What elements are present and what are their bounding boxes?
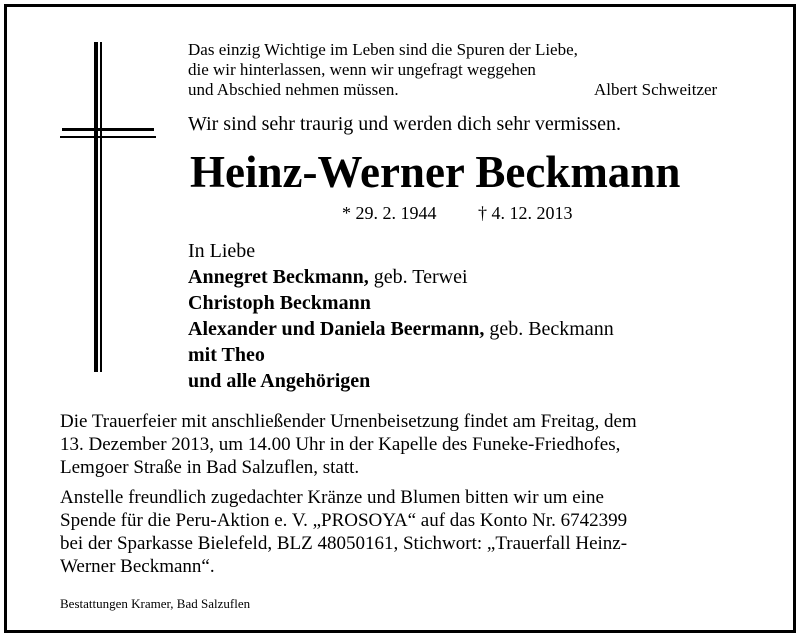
donation-line-3: bei der Sparkasse Bielefeld, BLZ 48050161, Stichwort: „Trauerfall Heinz- — [60, 533, 628, 554]
quote-line-2: die wir hinterlassen, wenn wir ungefragt weggehen — [188, 60, 536, 79]
mourner-row-5 — [188, 368, 370, 394]
funeral-home-credit: Bestattungen Kramer, Bad Salzuflen — [60, 596, 251, 611]
mourner-row-2 — [188, 290, 371, 316]
deceased-name: Heinz-Werner Beckmann — [190, 147, 681, 197]
funeral-line-3: Lemgoer Straße in Bad Salzuflen, statt. — [60, 457, 360, 478]
motto: Wir sind sehr traurig und werden dich sehr vermissen. — [188, 113, 621, 135]
mourner-3-name: Alexander und Daniela Beermann, — [188, 318, 485, 340]
mourner-row-4 — [188, 342, 265, 368]
quote-author: Albert Schweitzer — [594, 80, 718, 99]
quote-line-1: Das einzig Wichtige im Leben sind die Spuren der Liebe, — [188, 40, 578, 59]
birth-date: * 29. 2. 1944 — [342, 203, 437, 223]
donation-line-4: Werner Beckmann“. — [60, 556, 215, 577]
donation-line-2: Spende für die Peru-Aktion e. V. „PROSOYA“ auf das Konto Nr. 6742399 — [60, 510, 628, 531]
mourner-row-3 — [188, 316, 614, 342]
mourners-intro: In Liebe — [188, 240, 256, 262]
cross-horizontal-bar — [62, 128, 154, 131]
funeral-line-2: 13. Dezember 2013, um 14.00 Uhr in der Kapelle des Funeke-Friedhofes, — [60, 434, 621, 455]
death-date: † 4. 12. 2013 — [478, 203, 573, 223]
mourner-1-name: Annegret Beckmann, — [188, 266, 369, 288]
cross-horizontal-bar-thin — [60, 136, 156, 138]
quote-line-3: und Abschied nehmen müssen. — [188, 80, 399, 99]
mourner-5-name: und alle Angehörigen — [188, 370, 371, 392]
cross-vertical-bar-thin — [100, 42, 102, 372]
mourner-3-suffix: geb. Beckmann — [484, 318, 614, 340]
donation-line-1: Anstelle freundlich zugedachter Kränze und Blumen bitten wir um eine — [60, 487, 604, 508]
mourner-4-name: mit Theo — [188, 344, 265, 366]
funeral-line-1: Die Trauerfeier mit anschließender Urnenbeisetzung findet am Freitag, dem — [60, 411, 637, 432]
mourner-1-suffix: geb. Terwei — [368, 266, 468, 288]
mourner-2-name: Christoph Beckmann — [188, 292, 371, 314]
cross-vertical-bar — [94, 42, 98, 372]
mourner-row-1 — [188, 264, 468, 290]
